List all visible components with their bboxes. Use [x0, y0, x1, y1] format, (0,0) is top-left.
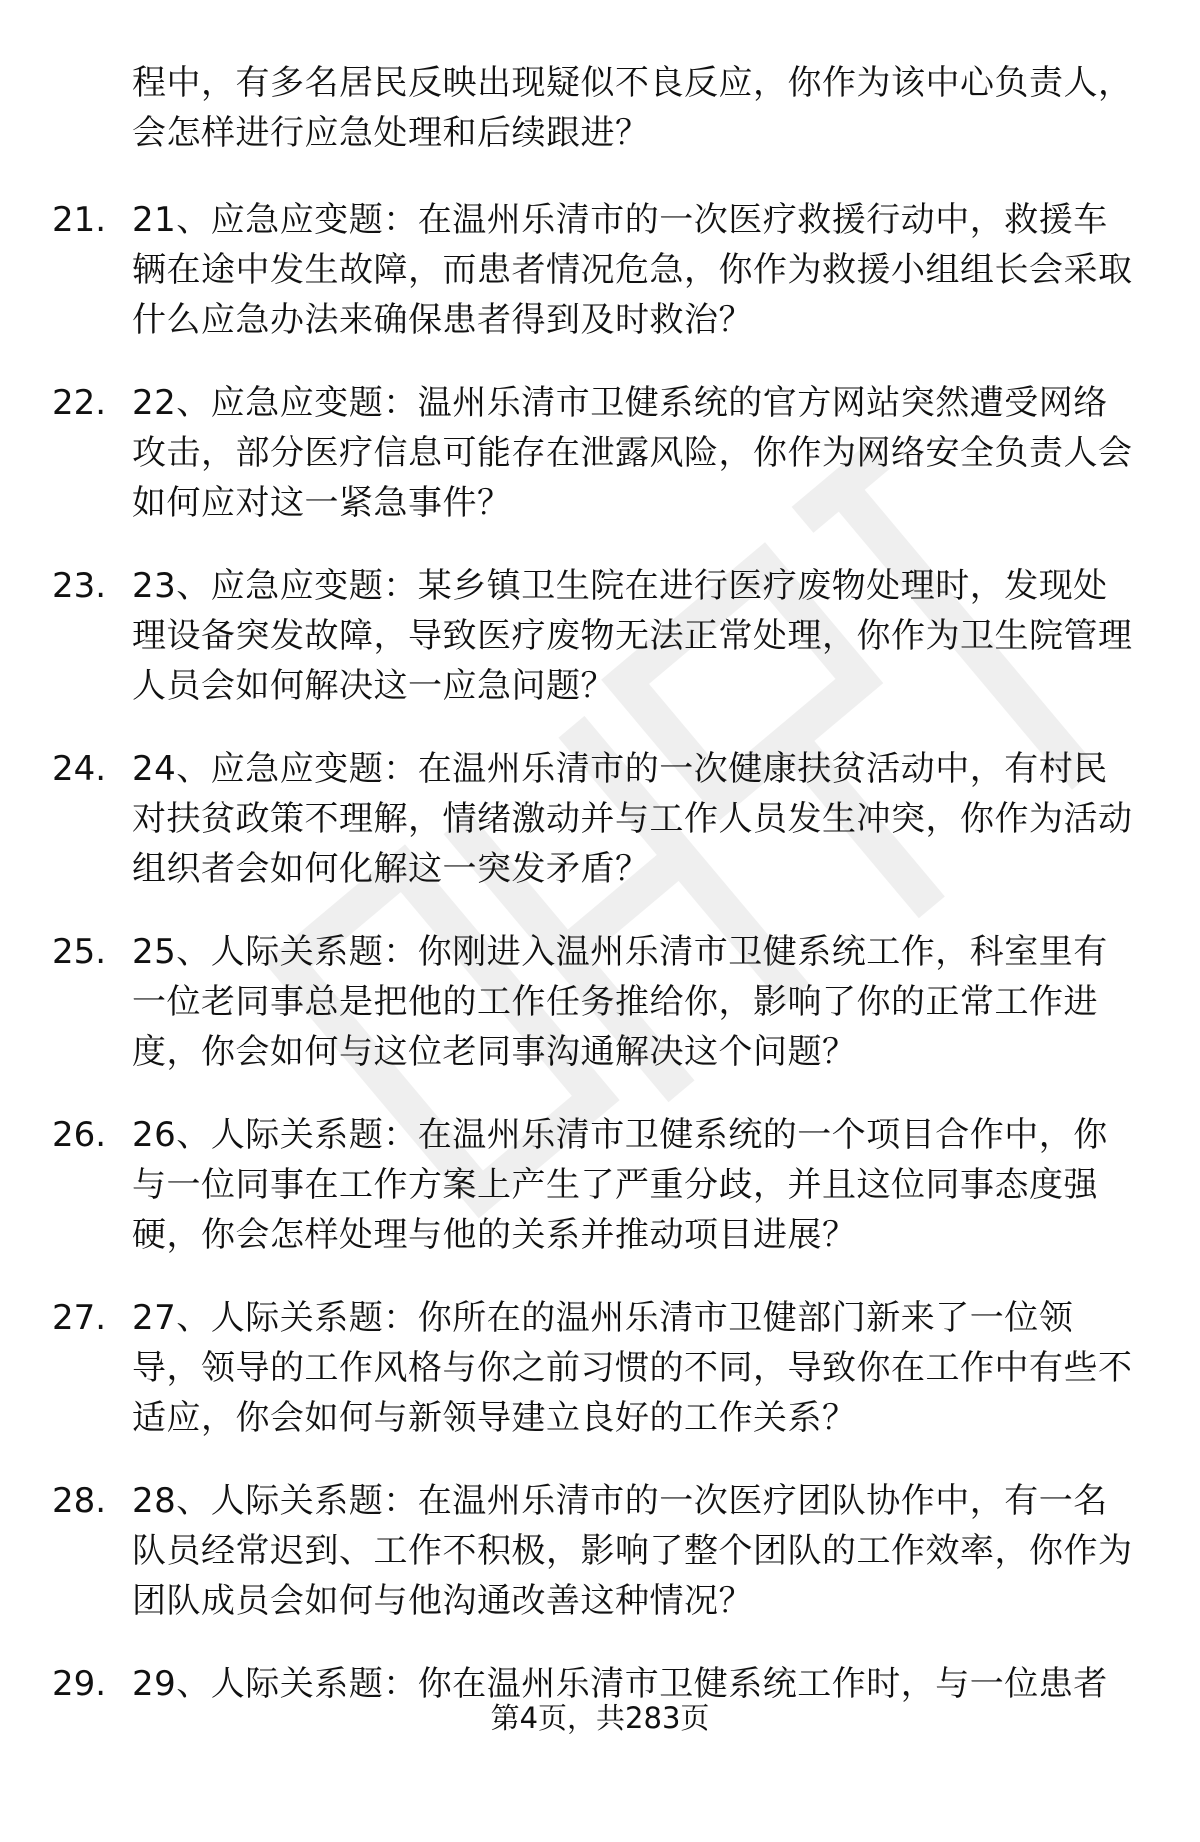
- list-item: [0, 744, 1200, 927]
- list-item: [0, 1293, 1200, 1476]
- question-text: 23、应急应变题：某乡镇卫生院在进行医疗废物处理时，发现处理设备突发故障，导致医疗废物无法正常处理，你作为卫生院管理人员会如何解决这一应急问题？: [132, 566, 1133, 706]
- page-indicator: 第4页，共283页: [490, 1701, 710, 1735]
- question-number: 27.: [52, 1298, 107, 1338]
- list-item: [0, 1476, 1200, 1659]
- list-item: [0, 1659, 1200, 1842]
- question-number: 21.: [52, 200, 107, 240]
- question-text: 27、人际关系题：你所在的温州乐清市卫健部门新来了一位领导，领导的工作风格与你之前习惯的不同，导致你在工作中有些不适应，你会如何与新领导建立良好的工作关系？: [132, 1298, 1133, 1438]
- question-text: 22、应急应变题：温州乐清市卫健系统的官方网站突然遭受网络攻击，部分医疗信息可能存在泄露风险，你作为网络安全负责人会如何应对这一紧急事件？: [132, 383, 1133, 523]
- question-number: 28.: [52, 1481, 107, 1521]
- question-list: [0, 195, 1200, 1842]
- list-item: [0, 1110, 1200, 1293]
- question-number: 25.: [52, 932, 107, 972]
- question-number: 22.: [52, 383, 107, 423]
- question-text: 24、应急应变题：在温州乐清市的一次健康扶贫活动中，有村民对扶贫政策不理解，情绪激动并与工作人员发生冲突，你作为活动组织者会如何化解这一突发矛盾？: [132, 749, 1133, 889]
- list-item: [0, 927, 1200, 1110]
- question-number: 24.: [52, 749, 107, 789]
- question-text: 28、人际关系题：在温州乐清市的一次医疗团队协作中，有一名队员经常迟到、工作不积极，影响了整个团队的工作效率，你作为团队成员会如何与他沟通改善这种情况？: [132, 1481, 1133, 1621]
- question-number: 29.: [52, 1664, 107, 1704]
- intro-continuation-text: 程中，有多名居民反映出现疑似不良反应，你作为该中心负责人，会怎样进行应急处理和后续跟进？: [132, 63, 1133, 153]
- question-text: 26、人际关系题：在温州乐清市卫健系统的一个项目合作中，你与一位同事在工作方案上产生了严重分歧，并且这位同事态度强硬，你会怎样处理与他的关系并推动项目进展？: [132, 1115, 1108, 1255]
- question-text: 29、人际关系题：你在温州乐清市卫健系统工作时，与一位患者: [132, 1664, 1108, 1704]
- list-item: [0, 378, 1200, 561]
- question-number: 23.: [52, 566, 107, 606]
- list-item: [0, 561, 1200, 744]
- question-number: 26.: [52, 1115, 107, 1155]
- question-text: 25、人际关系题：你刚进入温州乐清市卫健系统工作，科室里有一位老同事总是把他的工作任务推给你，影响了你的正常工作进度，你会如何与这位老同事沟通解决这个问题？: [132, 932, 1108, 1072]
- list-item: [0, 195, 1200, 378]
- question-text: 21、应急应变题：在温州乐清市的一次医疗救援行动中，救援车辆在途中发生故障，而患者情况危急，你作为救援小组组长会采取什么应急办法来确保患者得到及时救治？: [132, 200, 1133, 340]
